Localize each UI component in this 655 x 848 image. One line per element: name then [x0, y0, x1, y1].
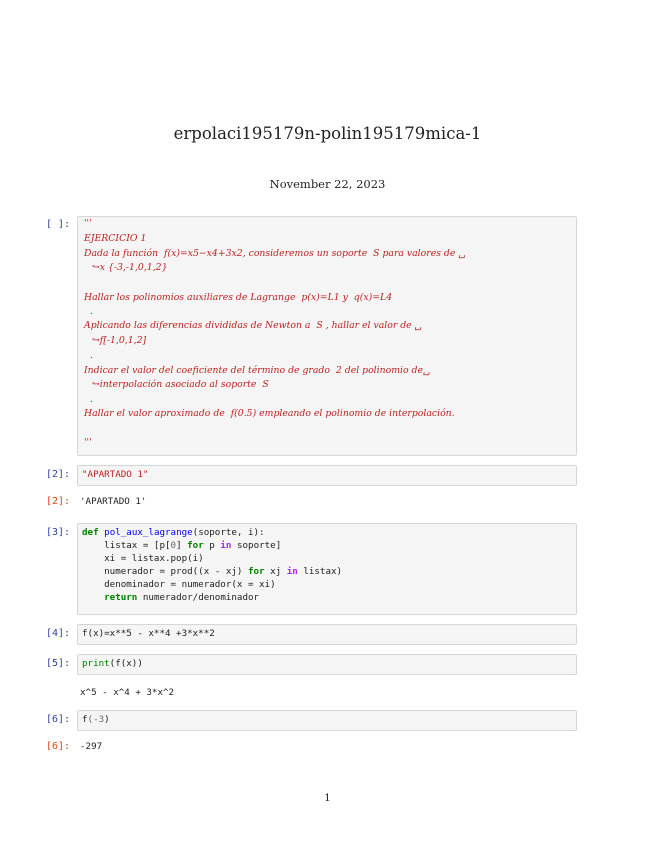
output-2-text: 'APARTADO 1' [80, 496, 147, 507]
code-text: numerador = prod((x - xj) [82, 566, 248, 577]
docstring-dot: . [90, 306, 93, 317]
code-text: listax) [297, 566, 343, 577]
docstring-line-exercise: EJERCICIO 1 [84, 233, 147, 244]
code-string: "APARTADO 1" [82, 469, 149, 480]
docstring-line-coefficient: Indicar el valor del coeficiente del término de grado 2 del polinomio de␣ [84, 365, 431, 376]
code-text: (soporte, i): [192, 527, 265, 538]
keyword-return: return [104, 592, 138, 603]
docstring-dot: . [90, 394, 93, 405]
function-name: pol_aux_lagrange [104, 527, 193, 538]
cell-3-input[interactable] [77, 523, 577, 615]
docstring-line-support-values: ↪x {-3,-1,0,1,2} [92, 262, 168, 273]
code-line-6 [82, 592, 259, 604]
docstring-line-newton: Aplicando las diferencias divididas de Newton a S , hallar el valor de ␣ [84, 320, 422, 331]
docstring-line-divided-diff: ↪f[-1,0,1,2] [92, 335, 147, 346]
keyword-in: in [220, 540, 232, 551]
docstring-line-function: Dada la función f(x)=x5−x4+3x2, consideremos un soporte S para valores de ␣ [84, 248, 466, 259]
cell-5-prompt: [5]: [46, 658, 71, 669]
code-line: f(x)=x**5 - x**4 +3*x**2 [82, 628, 215, 639]
docstring-dot: . [90, 350, 93, 361]
output-5-text: x^5 - x^4 + 3*x^2 [80, 687, 175, 698]
docstring-line-lagrange: Hallar los polinomios auxiliares de Lagrange p(x)=L1 y q(x)=L4 [84, 292, 393, 303]
cell-1-input[interactable] [77, 216, 577, 456]
document-date: November 22, 2023 [269, 177, 386, 191]
cell-2-prompt: [2]: [46, 469, 71, 480]
output-6-prompt: [6]: [46, 741, 71, 752]
builtin-print: print [82, 658, 110, 669]
keyword-for: for [247, 566, 265, 577]
code-text: xj [264, 566, 287, 577]
number-literal: 0 [170, 540, 177, 551]
code-line-5: denominador = numerador(x = xi) [82, 579, 276, 590]
code-line [82, 714, 110, 726]
cell-6-input[interactable] [77, 710, 577, 731]
operator: (- [87, 714, 99, 725]
code-text: ] [176, 540, 188, 551]
docstring-line-interpolation: ↪interpolación asociado al soporte S [92, 379, 269, 390]
code-line-4 [82, 566, 342, 578]
keyword-in: in [286, 566, 298, 577]
cell-6-prompt: [6]: [46, 714, 71, 725]
code-text: listax = [p[ [82, 540, 171, 551]
code-text: ) [104, 714, 110, 725]
docstring-close: ''' [84, 437, 92, 448]
code-text: (f(x)) [109, 658, 143, 669]
cell-5-input[interactable] [77, 654, 577, 675]
output-6-text: -297 [80, 741, 103, 752]
code-text: soporte] [231, 540, 282, 551]
cell-4-input[interactable] [77, 624, 577, 645]
code-line-3: xi = listax.pop(i) [82, 553, 204, 564]
cell-2-input[interactable] [77, 465, 577, 486]
code-line-1 [82, 527, 265, 539]
code-line-2 [82, 540, 281, 552]
number-literal: 3 [98, 714, 105, 725]
cell-3-prompt: [3]: [46, 527, 71, 538]
code-text: f [82, 714, 88, 725]
keyword-def: def [82, 527, 99, 538]
output-2-prompt: [2]: [46, 496, 71, 507]
code-text: p [203, 540, 221, 551]
document-title: erpolaci195179n-polin195179mica-1 [173, 124, 482, 143]
code-text: numerador/denominador [137, 592, 260, 603]
docstring-line-approx: Hallar el valor aproximado de f(0.5) empleando el polinomio de interpolación. [84, 408, 455, 419]
page-number: 1 [324, 792, 331, 804]
code-line [82, 658, 143, 670]
cell-1-prompt: [ ]: [46, 219, 71, 230]
keyword-for: for [187, 540, 204, 551]
docstring-open: ''' [84, 218, 92, 229]
cell-4-prompt: [4]: [46, 628, 71, 639]
